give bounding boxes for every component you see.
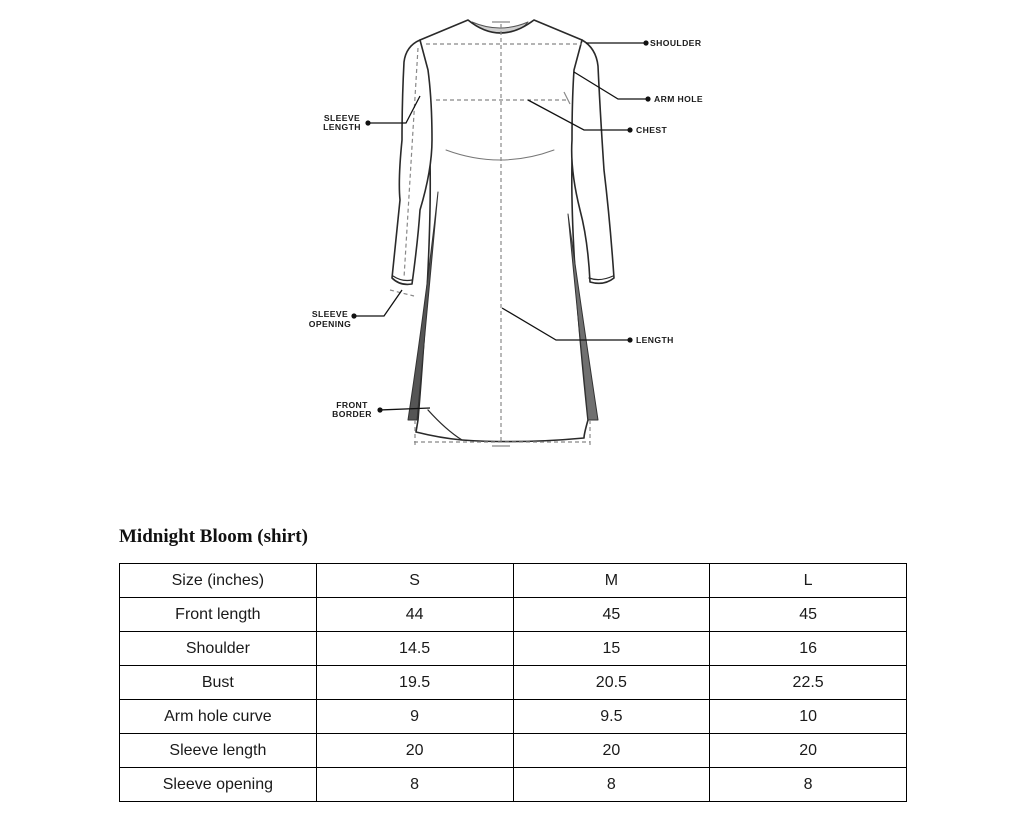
label-arm-hole: ARM HOLE [654, 94, 704, 104]
label-sleeve-length-line1: SLEEVE [323, 113, 361, 123]
table-cell: Arm hole curve [120, 700, 317, 734]
table-cell: 10 [710, 700, 907, 734]
product-title: Midnight Bloom (shirt) [119, 526, 308, 547]
dress-body [414, 20, 591, 442]
table-cell: Sleeve opening [120, 768, 317, 802]
table-cell: 45 [513, 598, 710, 632]
table-cell: 20 [513, 734, 710, 768]
table-cell: 19.5 [316, 666, 513, 700]
label-sleeve-opening-line2: OPENING [308, 319, 352, 329]
table-cell: 15 [513, 632, 710, 666]
table-cell: 20 [316, 734, 513, 768]
table-cell: 44 [316, 598, 513, 632]
table-cell: 22.5 [710, 666, 907, 700]
table-cell: Front length [120, 598, 317, 632]
header-cell: Size (inches) [120, 564, 317, 598]
table-cell: 14.5 [316, 632, 513, 666]
table-cell: Shoulder [120, 632, 317, 666]
table-cell: 8 [513, 768, 710, 802]
label-front-border-line1: FRONT [336, 400, 368, 410]
left-sleeve [392, 40, 432, 284]
sleeve-opening-leader [354, 290, 402, 316]
table-cell: 8 [710, 768, 907, 802]
table-row [120, 632, 907, 666]
table-header-row [120, 564, 907, 598]
table-row [120, 700, 907, 734]
table-cell: 8 [316, 768, 513, 802]
table-row [120, 768, 907, 802]
label-length: LENGTH [636, 335, 674, 345]
table-cell: 45 [710, 598, 907, 632]
size-chart-table [119, 563, 907, 802]
table-row [120, 666, 907, 700]
right-sleeve [572, 40, 614, 283]
label-sleeve-length-line2: LENGTH [323, 122, 361, 132]
table-cell: Sleeve length [120, 734, 317, 768]
table-cell: 9.5 [513, 700, 710, 734]
header-cell: L [710, 564, 907, 598]
header-cell: M [513, 564, 710, 598]
table-cell: 20 [710, 734, 907, 768]
label-sleeve-opening-line1: SLEEVE [311, 309, 349, 319]
header-cell: S [316, 564, 513, 598]
label-chest: CHEST [636, 125, 668, 135]
table-cell: 20.5 [513, 666, 710, 700]
table-row [120, 734, 907, 768]
table-cell: 9 [316, 700, 513, 734]
table-row [120, 598, 907, 632]
table-cell: 16 [710, 632, 907, 666]
table-cell: Bust [120, 666, 317, 700]
label-front-border-line2: BORDER [332, 409, 372, 419]
label-shoulder: SHOULDER [650, 38, 702, 48]
garment-illustration [392, 20, 614, 442]
